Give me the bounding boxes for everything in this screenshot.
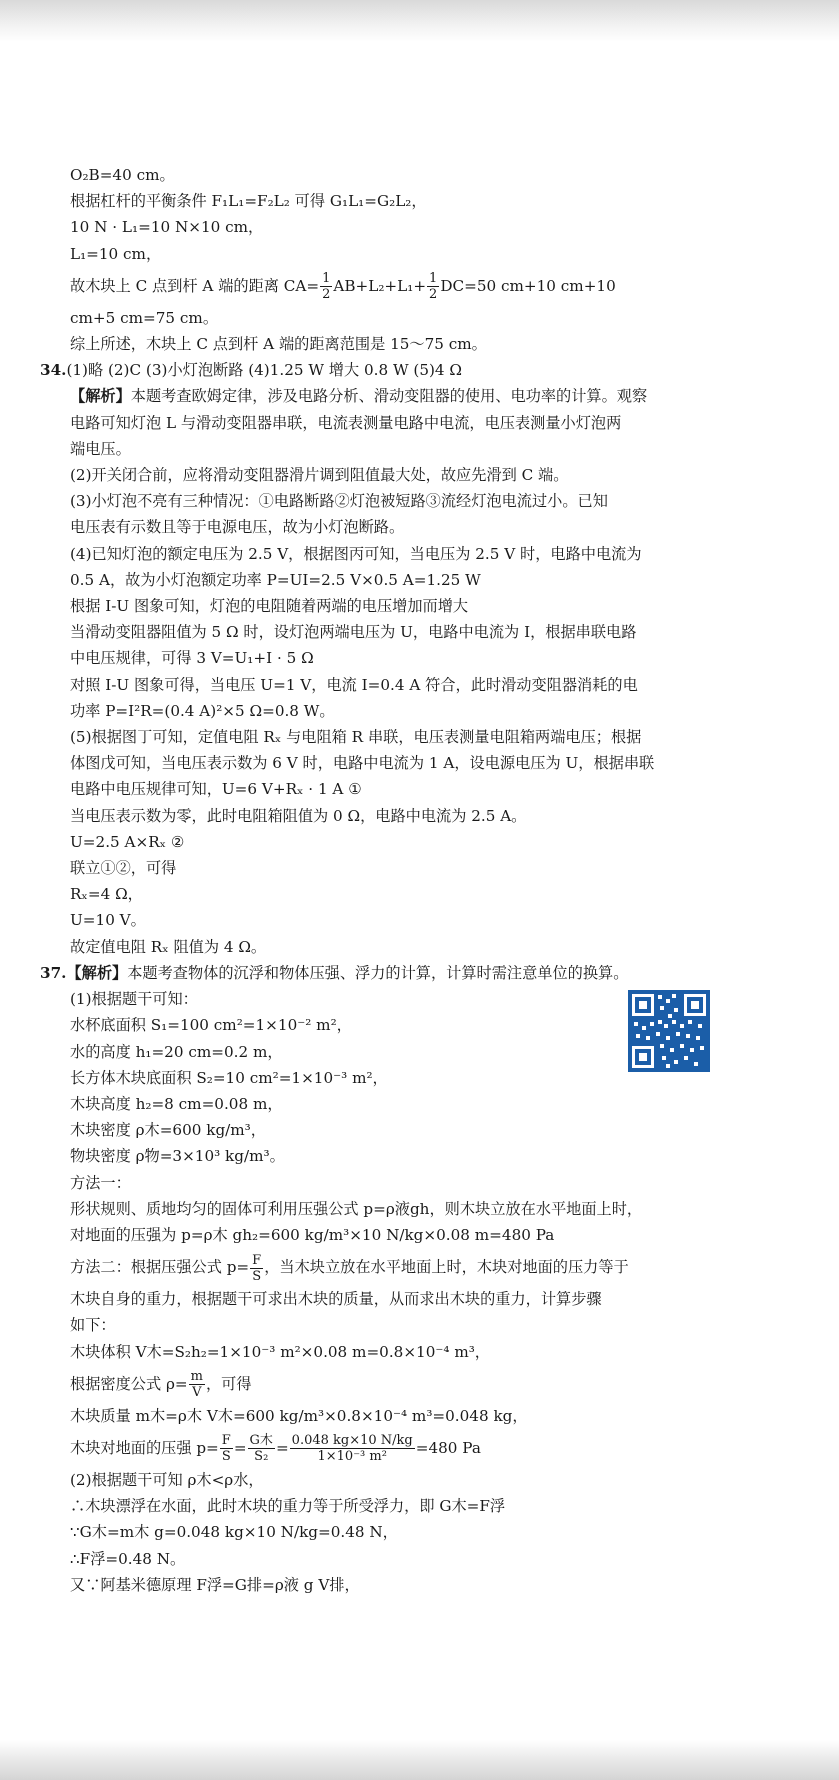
text-line: 综上所述，木块上 C 点到杆 A 端的距离范围是 15～75 cm。 [70,335,487,354]
text-line: 木块密度 ρ木=600 kg/m³， [70,1121,266,1140]
fraction [250,1253,263,1284]
fraction [248,1433,275,1464]
text-line: 形状规则、质地均匀的固体可利用压强公式 p=ρ液gh，则木块立放在水平地面上时， [70,1199,643,1218]
text-line: Rₓ=4 Ω， [70,885,143,904]
text-line: 木块高度 h₂=8 cm=0.08 m， [70,1094,283,1113]
text-fragment: ，当木块立放在水平地面上时，木块对地面的压力等于 [264,1258,629,1277]
text-line: 10 N · L₁=10 N×10 cm， [70,218,264,237]
text-fragment: AB+L₂+L₁+ [333,276,427,295]
qr-code-graphic [628,990,710,1072]
text-fragment: 故木块上 C 点到杆 A 端的距离 CA= [70,276,320,295]
text-line: 当电压表示数为零，此时电阻箱阻值为 0 Ω，电路中电流为 2.5 A。 [70,806,527,825]
fraction-denominator: 2 [429,287,438,303]
text-line: 根据杠杆的平衡条件 F₁L₁=F₂L₂ 可得 G₁L₁=G₂L₂， [70,192,427,211]
qr-code-icon [628,990,710,1072]
q37-analysis-line [40,960,730,986]
text-line: L₁=10 cm， [70,244,162,263]
question-number: 37. [40,963,67,982]
text-line: 水杯底面积 S₁=100 cm²=1×10⁻² m²， [70,1016,352,1035]
text-line: U=10 V。 [70,911,146,930]
text-line: ∴木块漂浮在水面，此时木块的重力等于所受浮力，即 G木=F浮 [70,1497,506,1516]
text-line: 故定值电阻 Rₓ 阻值为 4 Ω。 [70,937,267,956]
pressure-formula-line [40,1429,730,1467]
text-line: ∴F浮=0.48 N。 [70,1549,186,1568]
text-fragment: ，可得 [205,1374,252,1393]
text-fragment: 方法二：根据压强公式 p= [70,1258,250,1277]
page-top-shadow [0,0,839,42]
fraction-denominator: 1×10⁻³ m² [317,1449,387,1465]
text-line: 木块自身的重力，根据题干可求出木块的质量，从而求出木块的重力，计算步骤 [70,1290,602,1309]
text-line: 水的高度 h₁=20 cm=0.2 m， [70,1042,283,1061]
q34-answer-line [40,357,730,383]
page-bottom-shadow [0,1740,839,1780]
text-line: 0.5 A，故为小灯泡额定功率 P=UI=2.5 V×0.5 A=1.25 W [70,570,481,589]
fraction-denominator: S₂ [254,1449,269,1465]
text-line: 方法一： [70,1173,131,1192]
fraction-numerator: m [190,1369,203,1385]
text-fragment: = [275,1438,289,1457]
analysis-text: 本题考查欧姆定律，涉及电路分析、滑动变阻器的使用、电功率的计算。观察 [130,387,648,406]
text-line: 电路可知灯泡 L 与滑动变阻器串联，电流表测量电路中电流，电压表测量小灯泡两 [70,413,622,432]
text-line: 木块体积 V木=S₂h₂=1×10⁻³ m²×0.08 m=0.8×10⁻⁴ m³， [70,1342,490,1361]
text-line: (4)已知灯泡的额定电压为 2.5 V，根据图丙可知，当电压为 2.5 V 时，电路中电流为 [70,544,642,563]
text-fragment: 木块对地面的压强 p= [70,1438,219,1457]
analysis-tag: 【解析】 [70,387,131,406]
fraction-numerator: F [252,1252,262,1268]
density-formula-line [40,1365,730,1403]
text-line: 长方体木块底面积 S₂=10 cm²=1×10⁻³ m²， [70,1068,388,1087]
answer-text: (1)略 (2)C (3)小灯泡断路 (4)1.25 W 增大 0.8 W (5)4 Ω [66,361,463,380]
text-line: (3)小灯泡不亮有三种情况：①电路断路②灯泡被短路③流经灯泡电流过小。已知 [70,492,608,511]
method-two-line [40,1248,730,1286]
fraction [290,1433,415,1464]
text-line: 木块质量 m木=ρ木 V木=600 kg/m³×0.8×10⁻⁴ m³=0.048 kg， [70,1406,528,1425]
q34-analysis-line [40,383,730,409]
text-line: O₂B=40 cm。 [70,166,175,184]
text-line: 又∵阿基米德原理 F浮=G排=ρ液 g V排， [70,1575,360,1594]
fraction [320,271,332,302]
fraction-denominator: V [192,1385,202,1401]
fraction [189,1369,205,1400]
text-line: cm+5 cm=75 cm。 [70,308,219,327]
fraction-numerator: 1 [429,271,438,287]
text-line: 中电压规律，可得 3 V=U₁+I · 5 Ω [70,649,314,668]
text-line: 对地面的压强为 p=ρ木 gh₂=600 kg/m³×10 N/kg×0.08 m=480 Pa [70,1225,555,1244]
text-line: 端电压。 [70,439,131,458]
text-line: 体图戊可知，当电压表示数为 6 V 时，电路中电流为 1 A，设电源电压为 U，根据串联 [70,754,655,773]
text-line: 功率 P=I²R=(0.4 A)²×5 Ω=0.8 W。 [70,701,335,720]
text-line: U=2.5 A×Rₓ ② [70,832,185,851]
text-line: 物块密度 ρ物=3×10³ kg/m³。 [70,1147,285,1166]
text-line: ∵G木=m木 g=0.048 kg×10 N/kg=0.48 N， [70,1523,398,1542]
text-fragment: = [233,1438,247,1457]
text-line: 根据 I-U 图象可知，灯泡的电阻随着两端的电压增加而增大 [70,597,469,616]
text-line: (5)根据图丁可知，定值电阻 Rₓ 与电阻箱 R 串联，电压表测量电阻箱两端电压；根据 [70,728,642,747]
fraction-denominator: 2 [322,287,331,303]
text-line: 当滑动变阻器阻值为 5 Ω 时，设灯泡两端电压为 U，电路中电流为 I，根据串联电路 [70,623,637,642]
text-line: (2)根据题干可知 ρ木<ρ水， [70,1470,264,1489]
text-line: 电压表有示数且等于电源电压，故为小灯泡断路。 [70,518,405,537]
text-fragment: DC=50 cm+10 cm+10 [440,276,616,295]
text-line: (1)根据题干可知： [70,990,198,1009]
ca-distance-line [40,267,730,305]
text-line: 如下： [70,1316,116,1335]
text-line: 电路中电压规律可知，U=6 V+Rₓ · 1 A ① [70,780,362,799]
fraction-numerator: G木 [249,1433,273,1449]
text-fragment: 根据密度公式 ρ= [70,1374,188,1393]
text-line: 联立①②，可得 [70,859,177,878]
fraction-denominator: S [221,1449,231,1465]
analysis-tag: 【解析】 [66,963,128,982]
document-page [40,162,730,1598]
fraction-numerator: 1 [322,271,331,287]
text-fragment: =480 Pa [415,1438,481,1457]
text-line: 对照 I-U 图象可得，当电压 U=1 V，电流 I=0.4 A 符合，此时滑动变阻器消耗的电 [70,675,638,694]
fraction-numerator: 0.048 kg×10 N/kg [291,1433,413,1449]
text-line: (2)开关闭合前，应将滑动变阻器滑片调到阻值最大处，故应先滑到 C 端。 [70,466,569,485]
fraction [220,1433,233,1464]
fraction [427,271,439,302]
fraction-denominator: S [252,1268,262,1284]
question-number: 34. [40,361,67,380]
fraction-numerator: F [221,1433,231,1449]
analysis-text: 本题考查物体的沉浮和物体压强、浮力的计算，计算时需注意单位的换算。 [127,963,629,982]
